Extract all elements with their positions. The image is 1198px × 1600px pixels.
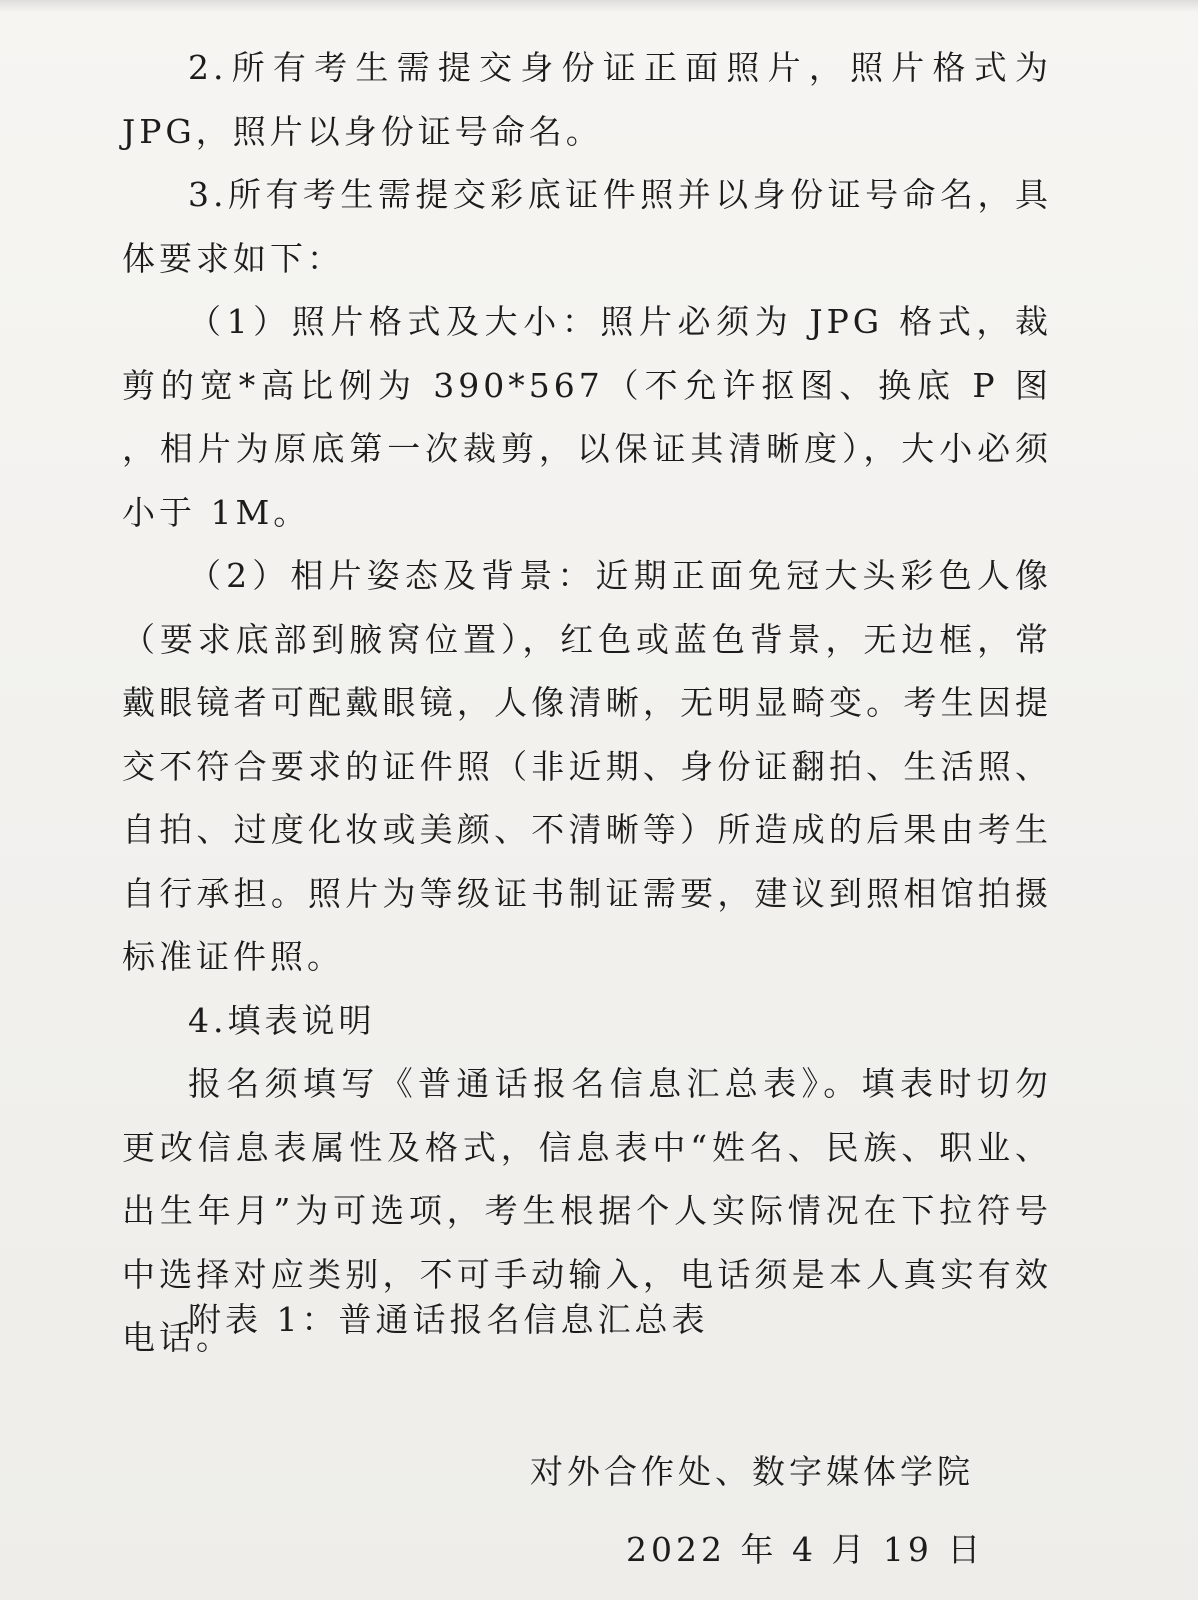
paragraph-photo-pose: （2）相片姿态及背景：近期正面免冠大头彩色人像（要求底部到腋窝位置），红色或蓝色背景，无边框，常戴眼镜者可配戴眼镜，人像清晰，无明显畸变。考生因提交不符合要求的证件照（非近期、身份证翻拍、生活照、自拍、过度化妆或美颜、不清晰等）所造成的后果由考生自行承担。照片为等级证书制证需要，建议到照相馆拍摄标准证件照。 [122, 556, 1052, 976]
scan-edge [0, 0, 1198, 12]
paragraph-id-photo: 2.所有考生需提交身份证正面照片，照片格式为 JPG，照片以身份证号命名。 [122, 48, 1052, 151]
paragraph-form-heading: 4.填表说明 [188, 1000, 376, 1040]
paragraph-form-instructions: 报名须填写《普通话报名信息汇总表》。填表时切勿更改信息表属性及格式，信息表中“姓名、民族、职业、出生年月”为可选项，考生根据个人实际情况在下拉符号中选择对应类别，不可手动输入，电话须是本人真实有效电话。 [122, 1064, 1052, 1357]
body-text [122, 36, 1052, 1370]
signature-date: 2022 年 4 月 19 日 [626, 1530, 985, 1569]
paragraph-color-photo: 3.所有考生需提交彩底证件照并以身份证号命名，具体要求如下： [122, 175, 1052, 278]
paragraph-photo-format: （1）照片格式及大小：照片必须为 JPG 格式，裁剪的宽*高比例为 390*567（不允许抠图、换底 P 图 ，相片为原底第一次裁剪，以保证其清晰度），大小必须小于 1M。 [122, 302, 1052, 532]
signature-org: 对外合作处、数字媒体学院 [530, 1452, 974, 1491]
attachment-note: 附表 1：普通话报名信息汇总表 [188, 1300, 709, 1339]
